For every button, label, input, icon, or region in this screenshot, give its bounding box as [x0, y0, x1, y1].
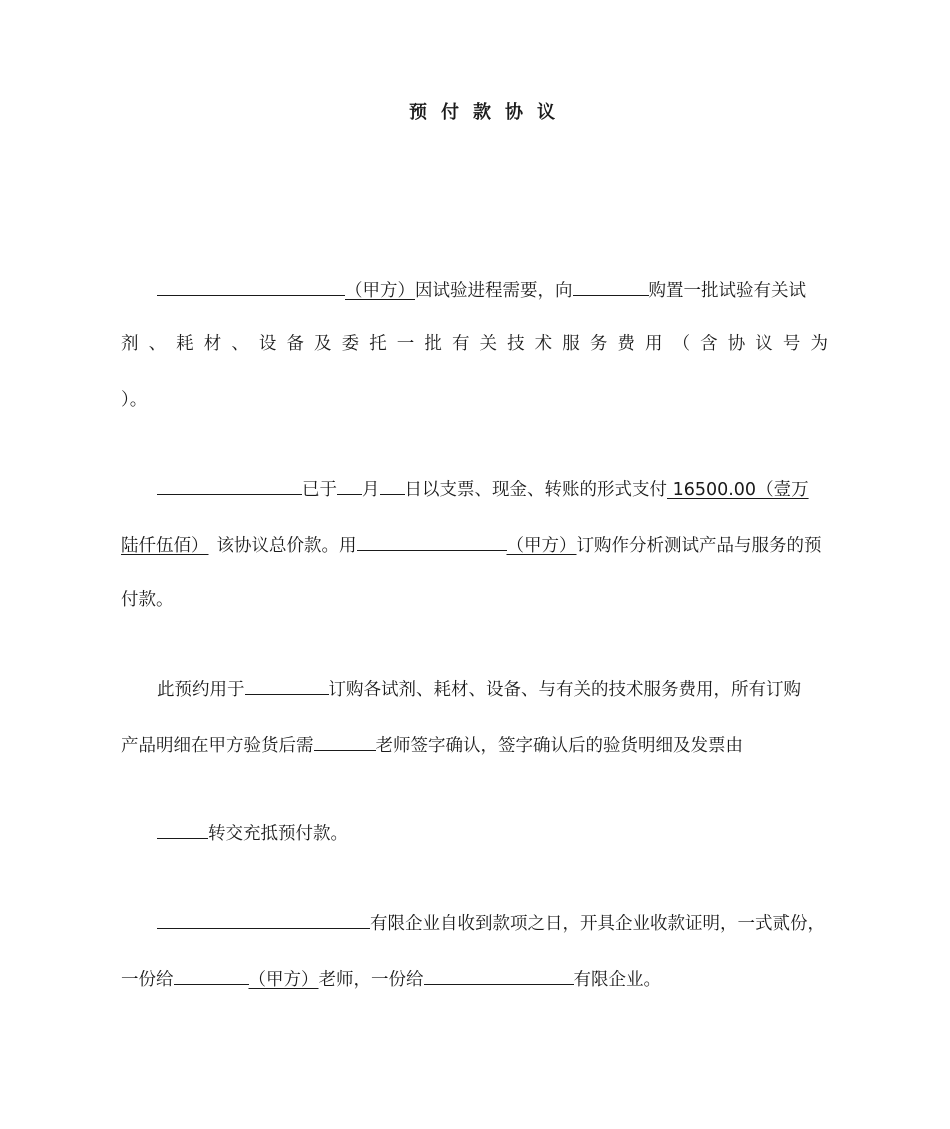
p1-char: 及: [314, 334, 332, 354]
p1-char: 术: [534, 334, 553, 354]
p2-text: 月: [362, 480, 380, 500]
p4-text: 一份给: [121, 970, 174, 990]
blank-field: [357, 532, 507, 551]
p1-char: 批: [424, 334, 442, 354]
blank-field: [157, 476, 302, 495]
p2-text: 日以支票、现金、转账的形式支付: [404, 480, 667, 500]
party-a-label: （甲方）: [248, 970, 319, 990]
p1-text: 购置一批试验有关试: [648, 281, 806, 301]
p1-char: 剂: [121, 334, 139, 354]
p1-char: 设: [258, 334, 277, 354]
p1-char: 托: [369, 334, 387, 354]
p1-text: 因试验进程需要，向: [415, 281, 573, 301]
p1-char: 协: [727, 334, 746, 354]
p3-line2: [121, 732, 743, 758]
p4-text: 有限企业。: [573, 970, 661, 990]
p4-text: 有限企业自收到款项之日，开具企业收款证明，一式贰份，: [370, 914, 825, 934]
p3-text: 此预约用于: [157, 680, 245, 700]
p1-char: 技: [507, 334, 525, 354]
p3-text: 订购各试剂、耗材、设备、与有关的技术服务费用，所有订购: [328, 680, 801, 700]
party-a-label: （甲方）: [506, 536, 577, 556]
p2-line2: [121, 532, 822, 558]
p1-char: 为: [810, 334, 828, 354]
p1-char: 议: [755, 334, 773, 354]
p1-line1: [157, 277, 806, 303]
p1-char: 委: [341, 334, 360, 354]
blank-field: [157, 910, 370, 929]
p1-char: 有: [451, 334, 470, 354]
p1-char: 费: [617, 334, 635, 354]
blank-field: [573, 277, 649, 296]
p2-text: 已于: [302, 480, 337, 500]
document-title: 预付款协议: [409, 102, 569, 123]
p1-char: 号: [782, 334, 801, 354]
p1-char: 、: [148, 334, 167, 354]
blank-field: [157, 277, 345, 296]
p2-line3: 付款。: [121, 590, 174, 610]
blank-field: [245, 676, 329, 695]
p1-char: 关: [479, 334, 498, 354]
payment-amount: 16500.00（壹万: [667, 480, 809, 500]
p3-text: 产品明细在甲方验货后需: [121, 736, 314, 756]
p4-line2: [121, 966, 661, 992]
p1-char: 服: [562, 334, 580, 354]
p2-line1: [157, 476, 809, 502]
p2-text: 该协议总价款。用: [216, 536, 357, 556]
p1-char: 务: [589, 334, 608, 354]
blank-field: [424, 966, 574, 985]
p4-line1: [157, 910, 825, 936]
p1-line3: ）。: [121, 390, 148, 410]
blank-field: [157, 820, 208, 839]
payment-amount-words: 陆仟伍佰）: [121, 536, 209, 556]
blank-field: [174, 966, 249, 985]
p1-char: 含: [700, 334, 718, 354]
p2-text: 订购作分析测试产品与服务的预: [576, 536, 822, 556]
p3-line3: [157, 820, 348, 846]
p1-char: 耗: [176, 334, 194, 354]
p1-char: 备: [286, 334, 304, 354]
party-a-label: （甲方）: [345, 281, 415, 301]
p3-line1: [157, 676, 801, 702]
p4-text: 老师，一份给: [318, 970, 424, 990]
p1-char: 、: [231, 334, 249, 354]
blank-field: [380, 476, 405, 495]
blank-field: [337, 476, 362, 495]
p3-text: 老师签字确认，签字确认后的验货明细及发票由: [375, 736, 743, 756]
p1-char: 材: [203, 334, 222, 354]
p1-char: 一: [396, 334, 415, 354]
p3-text: 转交充抵预付款。: [208, 824, 348, 844]
blank-field: [314, 732, 376, 751]
p1-char: 用: [644, 334, 663, 354]
p1-char: （: [672, 334, 691, 354]
p1-line2: [121, 332, 828, 356]
